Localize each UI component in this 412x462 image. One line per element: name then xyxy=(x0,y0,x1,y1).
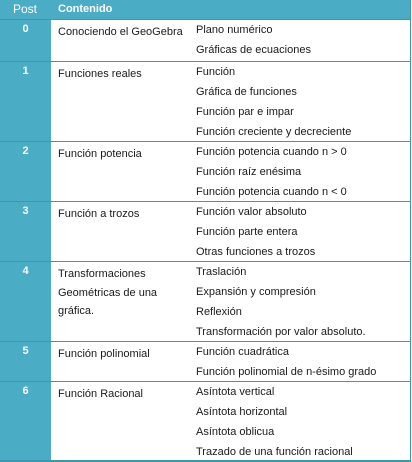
subtopic-item: Gráfica de funciones xyxy=(196,86,297,98)
subtopic-item: Reflexión xyxy=(196,306,242,318)
topic-title: Función potencia xyxy=(58,148,142,160)
subtopic-list xyxy=(196,62,408,142)
subtopic-item: Gráficas de ecuaciones xyxy=(196,44,311,56)
subtopic-item: Función cuadrática xyxy=(196,346,289,358)
subtopic-list xyxy=(196,342,408,382)
topic-title: Transformaciones Geométricas de una gráfica. xyxy=(58,268,158,317)
post-number: 4 xyxy=(0,262,51,341)
subtopic-item: Transformación por valor absoluto. xyxy=(196,326,366,338)
subtopic-item: Función par e impar xyxy=(196,106,294,118)
subtopic-list xyxy=(196,142,408,202)
subtopic-item: Función potencia cuando n > 0 xyxy=(196,146,347,158)
topic-title: Conociendo el GeoGebra xyxy=(58,26,183,38)
table-row-group xyxy=(0,201,411,261)
topic-title: Función a trozos xyxy=(58,208,140,220)
subtopic-item: Expansión y compresión xyxy=(196,286,316,298)
post-number: 5 xyxy=(0,342,51,381)
subtopic-item: Asíntota vertical xyxy=(196,386,275,398)
subtopic-item: Traslación xyxy=(196,266,247,278)
post-number: 6 xyxy=(0,382,51,461)
subtopic-item: Función parte entera xyxy=(196,226,298,238)
subtopic-item: Asíntota oblicua xyxy=(196,426,275,438)
subtopic-item: Otras funciones a trozos xyxy=(196,246,316,258)
subtopic-item: Función potencia cuando n < 0 xyxy=(196,186,347,198)
subtopic-item: Función xyxy=(196,66,236,78)
table-row-group xyxy=(0,261,411,341)
table-row-group xyxy=(0,19,411,61)
post-number: 1 xyxy=(0,62,51,141)
subtopic-list xyxy=(196,202,408,262)
table-row-group xyxy=(0,381,411,461)
header-post: Post xyxy=(12,2,37,16)
topic-title: Función polinomial xyxy=(58,348,150,360)
header-contenido: Contenido xyxy=(58,3,113,15)
topic-title: Función Racional xyxy=(58,388,143,400)
subtopic-item: Función polinomial de n-ésimo grado xyxy=(196,366,377,378)
table-row-group xyxy=(0,141,411,201)
subtopic-list xyxy=(196,20,408,60)
subtopic-item: Asíntota horizontal xyxy=(196,406,288,418)
subtopic-list xyxy=(196,262,408,342)
subtopic-list xyxy=(196,382,408,462)
post-number: 2 xyxy=(0,142,51,201)
subtopic-item: Función raíz enésima xyxy=(196,166,302,178)
table-row-group xyxy=(0,61,411,141)
table-row-group xyxy=(0,341,411,381)
subtopic-item: Plano numérico xyxy=(196,24,273,36)
subtopic-item: Función valor absoluto xyxy=(196,206,307,218)
table-right-border xyxy=(410,0,411,461)
subtopic-item: Trazado de una función racional xyxy=(196,446,353,458)
table-bottom-border xyxy=(0,460,411,462)
post-number: 3 xyxy=(0,202,51,261)
subtopic-item: Función creciente y decreciente xyxy=(196,126,352,138)
table-header xyxy=(0,0,411,19)
post-number: 0 xyxy=(0,20,51,61)
topic-title: Funciones reales xyxy=(58,68,142,80)
